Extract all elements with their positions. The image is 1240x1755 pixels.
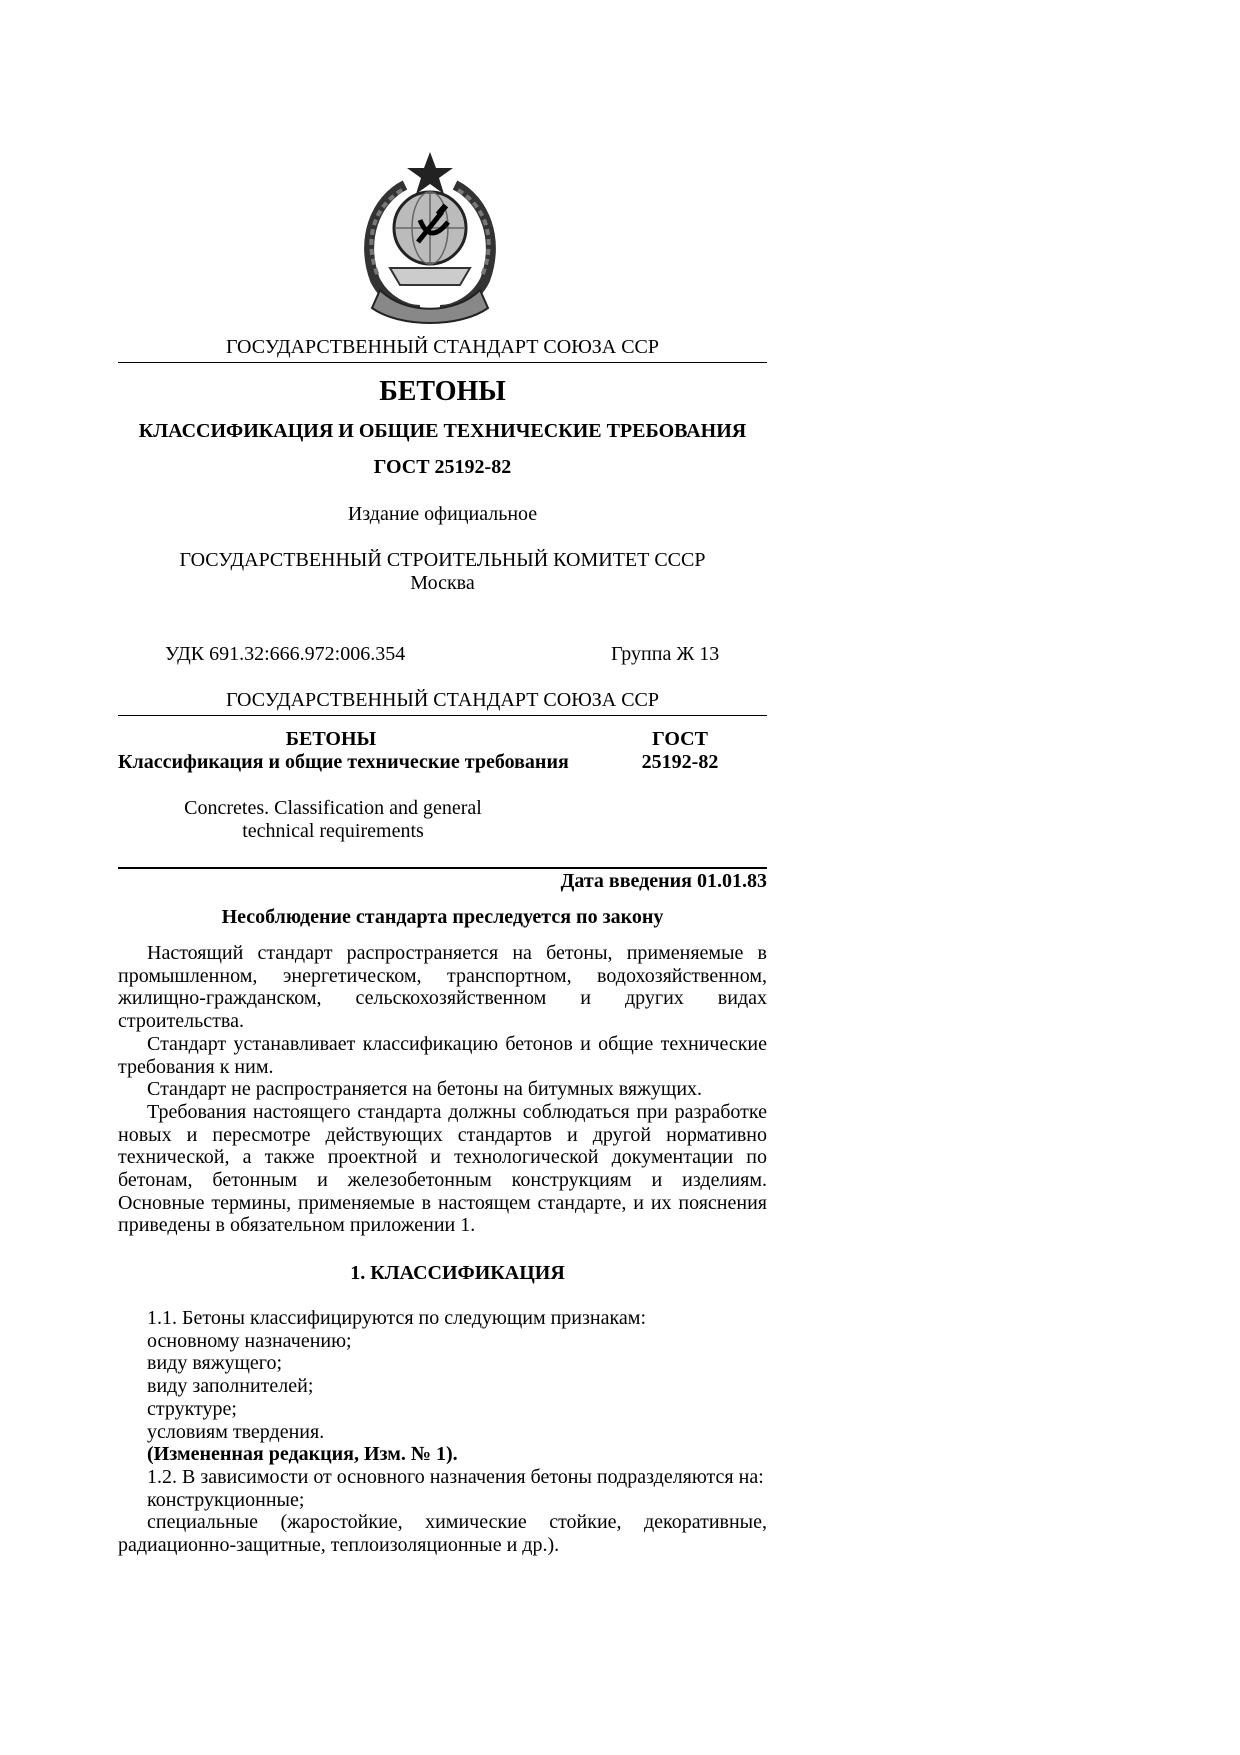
section-1-body: [118, 1307, 767, 1557]
section-heading: 1. КЛАССИФИКАЦИЯ: [350, 1262, 565, 1284]
date-rule: [118, 867, 767, 869]
emblem-svg: [350, 150, 510, 325]
document-title: БЕТОНЫ: [379, 376, 506, 407]
criteria-item: виду заполнителей;: [147, 1375, 314, 1398]
english-title-line2: technical requirements: [242, 820, 424, 842]
city: Москва: [410, 572, 475, 594]
intro-paragraph: Стандарт не распространяется на бетоны на битумных вяжущих.: [147, 1078, 703, 1101]
document-subtitle: КЛАССИФИКАЦИЯ И ОБЩИЕ ТЕХНИЧЕСКИЕ ТРЕБОВАНИЯ: [138, 420, 747, 442]
header-rule-2: [118, 715, 767, 716]
header-rule: [118, 362, 767, 363]
title-short-sub: Классификация и общие технические требования: [118, 751, 569, 773]
state-standard-heading: ГОСУДАРСТВЕННЫЙ СТАНДАРТ СОЮЗА ССР: [225, 336, 660, 358]
ussr-emblem-icon: [350, 150, 510, 325]
state-standard-heading-2: ГОСУДАРСТВЕННЫЙ СТАНДАРТ СОЮЗА ССР: [225, 689, 660, 711]
publisher: ГОСУДАРСТВЕННЫЙ СТРОИТЕЛЬНЫЙ КОМИТЕТ СССР: [179, 549, 706, 571]
criteria-item: основному назначению;: [147, 1329, 352, 1352]
intro-paragraph: Требования настоящего стандарта должны соблюдаться при разработке новых и пересмотре действующих стандартов и другой нормативно технической, а также проектной и технологической документации по бетонам, бетонным и железобетонным конструкциям и изделиям. Основные термины, применяемые в настоящем стандарте, и их пояснения приведены в обязательном приложении 1.: [118, 1100, 767, 1237]
clause-1-2: 1.2. В зависимости от основного назначения бетоны подразделяются на:: [147, 1465, 764, 1488]
gost-number: ГОСТ 25192-82: [373, 456, 512, 478]
purpose-item: конструкционные;: [147, 1488, 305, 1511]
law-note: Несоблюдение стандарта преследуется по закону: [221, 906, 664, 928]
criteria-item: структуре;: [147, 1397, 237, 1420]
group-code: Группа Ж 13: [611, 643, 720, 665]
criteria-item: виду вяжущего;: [147, 1352, 283, 1375]
gost-number-2: 25192-82: [641, 751, 719, 773]
english-title-line1: Concretes. Classification and general: [184, 797, 482, 819]
amendment-note: (Измененная редакция, Изм. № 1).: [147, 1443, 458, 1466]
title-short: БЕТОНЫ: [285, 728, 377, 750]
intro-text: [118, 942, 767, 1237]
intro-paragraph: Стандарт устанавливает классификацию бетонов и общие технические требования к ним.: [118, 1032, 767, 1078]
purpose-item: специальные (жаростойкие, химические стойкие, декоративные, радиационно-защитные, теплоизоляционные и др.).: [118, 1511, 767, 1557]
gost-label: ГОСТ: [652, 728, 708, 750]
udk-code: УДК 691.32:666.972:006.354: [165, 643, 406, 665]
intro-paragraph: Настоящий стандарт распространяется на бетоны, применяемые в промышленном, энергетическом, транспортном, водохозяйственном, жилищно-гражданском, сельскохозяйственном и других видах строительства.: [118, 942, 767, 1033]
criteria-item: условиям твердения.: [147, 1420, 325, 1443]
introduction-date: Дата введения 01.01.83: [560, 870, 767, 892]
clause-1-1: 1.1. Бетоны классифицируются по следующим признакам:: [147, 1307, 646, 1329]
edition-note: Издание официальное: [347, 503, 538, 525]
